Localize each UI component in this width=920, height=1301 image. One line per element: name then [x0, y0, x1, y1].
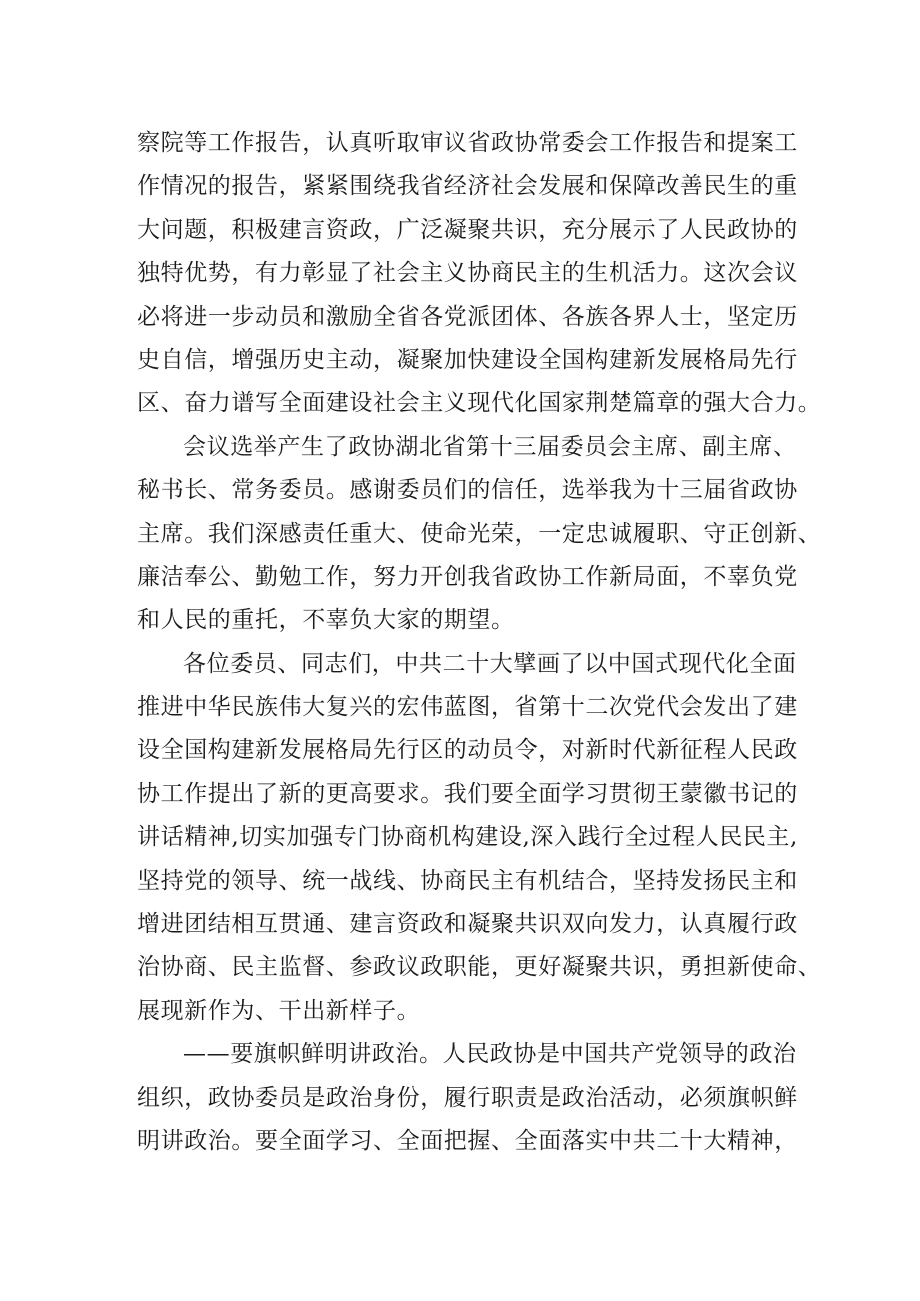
text-line: 推进中华民族伟大复兴的宏伟蓝图，省第十二次党代会发出了建: [137, 694, 798, 721]
text-line: 察院等工作报告，认真听取审议省政协常委会工作报告和提案工: [137, 130, 798, 156]
paragraph-first-line: ——要旗帜鲜明讲政治。人民政协是中国共产党领导的政治: [183, 1041, 797, 1068]
text-line: 廉洁奉公、勤勉工作，努力开创我省政协工作新局面，不辜负党: [137, 563, 798, 590]
text-line: 增进团结相互贯通、建言资政和凝聚共识双向发力，认真履行政: [137, 911, 798, 938]
text-line: 和人民的重托，不辜负大家的期望。: [137, 607, 515, 634]
paragraph-first-line: 会议选举产生了政协湖北省第十三届委员会主席、副主席、: [183, 433, 797, 460]
text-line: 主席。我们深感责任重大、使命光荣，一定忠诚履职、守正创新、: [137, 520, 822, 547]
text-line: 治协商、民主监督、参政议政职能，更好凝聚共识，勇担新使命、: [137, 954, 822, 981]
text-line: 展现新作为、干出新样子。: [137, 997, 421, 1024]
text-line: 坚持党的领导、统一战线、协商民主有机结合，坚持发扬民主和: [137, 867, 798, 894]
text-line: 设全国构建新发展格局先行区的动员令，对新时代新征程人民政: [137, 737, 798, 764]
paragraph-first-line: 各位委员、同志们，中共二十大擘画了以中国式现代化全面: [183, 650, 797, 677]
text-line: 明讲政治。要全面学习、全面把握、全面落实中共二十大精神，: [137, 1127, 798, 1154]
text-line: 独特优势，有力彰显了社会主义协商民主的生机活力。这次会议: [137, 260, 798, 287]
text-line: 史自信，增强历史主动，凝聚加快建设全国构建新发展格局先行: [137, 346, 798, 373]
text-line: 讲话精神,切实加强专门协商机构建设,深入践行全过程人民民主,: [137, 824, 798, 851]
text-line: 必将进一步动员和激励全省各党派团体、各族各界人士，坚定历: [137, 303, 798, 330]
document-body: [137, 122, 822, 1163]
text-line: 秘书长、常务委员。感谢委员们的信任，选举我为十三届省政协: [137, 477, 798, 504]
text-line: 区、奋力谱写全面建设社会主义现代化国家荆楚篇章的强大合力。: [137, 390, 822, 417]
text-line: 作情况的报告，紧紧围绕我省经济社会发展和保障改善民生的重: [137, 173, 798, 200]
text-line: 大问题，积极建言资政，广泛凝聚共识，充分展示了人民政协的: [137, 216, 798, 243]
text-line: 协工作提出了新的更高要求。我们要全面学习贯彻王蒙徽书记的: [137, 780, 798, 807]
text-line: 组织，政协委员是政治身份，履行职责是政治活动，必须旗帜鲜: [137, 1084, 798, 1111]
